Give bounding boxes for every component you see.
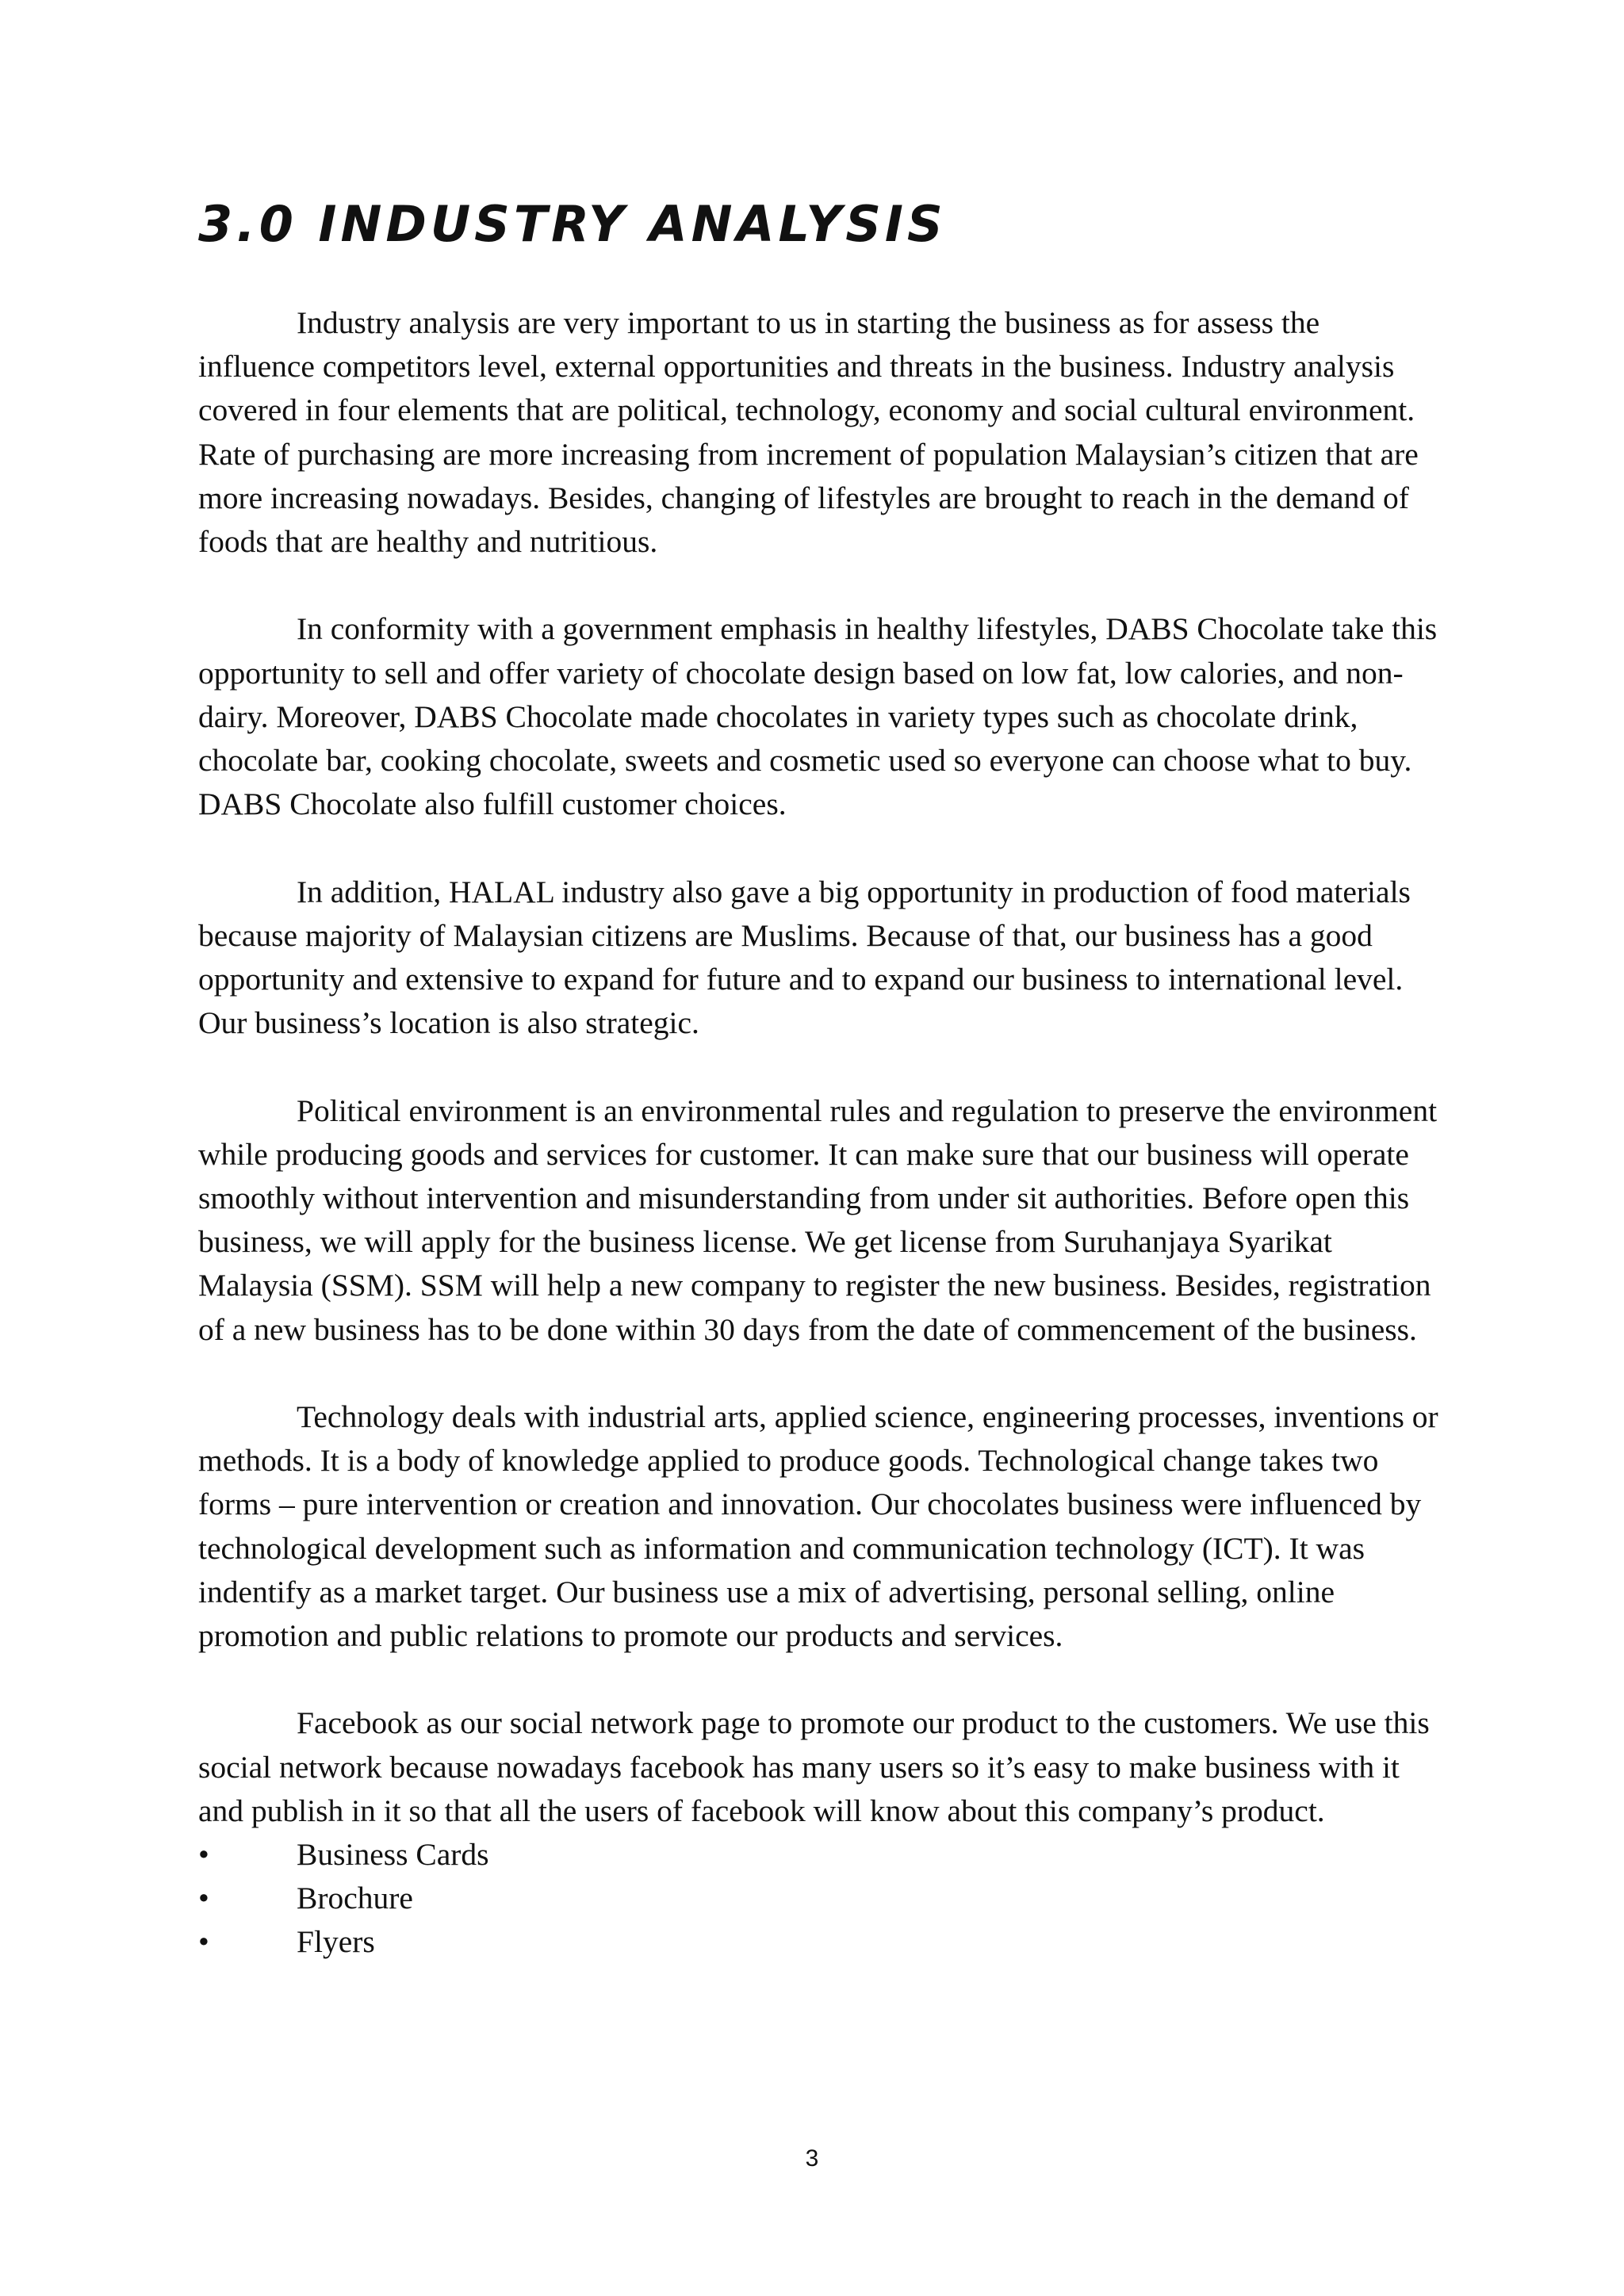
list-item (198, 1833, 1443, 1877)
page-number: 3 (805, 2145, 819, 2172)
list-item (198, 1920, 1443, 1964)
bullet-icon: • (198, 1837, 209, 1873)
list-item-label: Business Cards (297, 1837, 489, 1873)
paragraph-halal-industry: In addition, HALAL industry also gave a big opportunity in production of food materials because majority of Malaysian citizens are Muslims. Because of that, our business has a good opportunity and extensive to expand for future and to expand our business to international level. Our business’s location is also strategic. (198, 874, 1411, 1041)
paragraph-industry-analysis: Industry analysis are very important to us in starting the business as for assess the influence competitors level, external opportunities and threats in the business. Industry analysis covered in four elements that are political, technology, economy and social cultural environment. Rate of purchasing are more increasing from increment of population Malaysian’s citizen that are more increasing nowadays. Besides, changing of lifestyles are brought to reach in the demand of foods that are healthy and nutritious. (198, 305, 1419, 560)
paragraph-healthy-lifestyles: In conformity with a government emphasis in healthy lifestyles, DABS Chocolate take this opportunity to sell and offer variety of chocolate design based on low fat, low calories, and non-dairy. Moreover, DABS Chocolate made chocolates in variety types such as chocolate drink, chocolate bar, cooking chocolate, sweets and cosmetic used so everyone can choose what to buy. DABS Chocolate also fulfill customer choices. (198, 611, 1438, 822)
list-item-label: Brochure (297, 1881, 413, 1916)
paragraph-political-environment: Political environment is an environmental rules and regulation to preserve the environment while producing goods and services for customer. It can make sure that our business will operate smoothly without intervention and misunderstanding from under sit authorities. Before open this business, we will apply for the business license. We get license from Suruhanjaya Syarikat Malaysia (SSM). SSM will help a new company to register the new business. Besides, registration of a new business has to be done within 30 days from the date of commencement of the business. (198, 1093, 1438, 1347)
paragraph-technology: Technology deals with industrial arts, applied science, engineering processes, inventions or methods. It is a body of knowledge applied to produce goods. Technological change takes two forms – pure intervention or creation and innovation. Our chocolates business were influenced by technological development such as information and communication technology (ICT). It was indentify as a market target. Our business use a mix of advertising, personal selling, online promotion and public relations to promote our products and services. (198, 1399, 1438, 1654)
bullet-icon: • (198, 1881, 209, 1916)
promotion-materials-list (198, 1833, 1443, 1965)
list-item-label: Flyers (297, 1924, 375, 1960)
list-item (198, 1877, 1443, 1920)
section-heading: 3.0 INDUSTRY ANALYSIS (198, 195, 947, 253)
bullet-icon: • (198, 1924, 209, 1960)
paragraph-facebook: Facebook as our social network page to promote our product to the customers. We use this social network because nowadays facebook has many users so it’s easy to make business with it and publish in it so that all the users of facebook will know about this company’s product. (198, 1705, 1430, 1828)
document-body (198, 301, 1443, 1965)
